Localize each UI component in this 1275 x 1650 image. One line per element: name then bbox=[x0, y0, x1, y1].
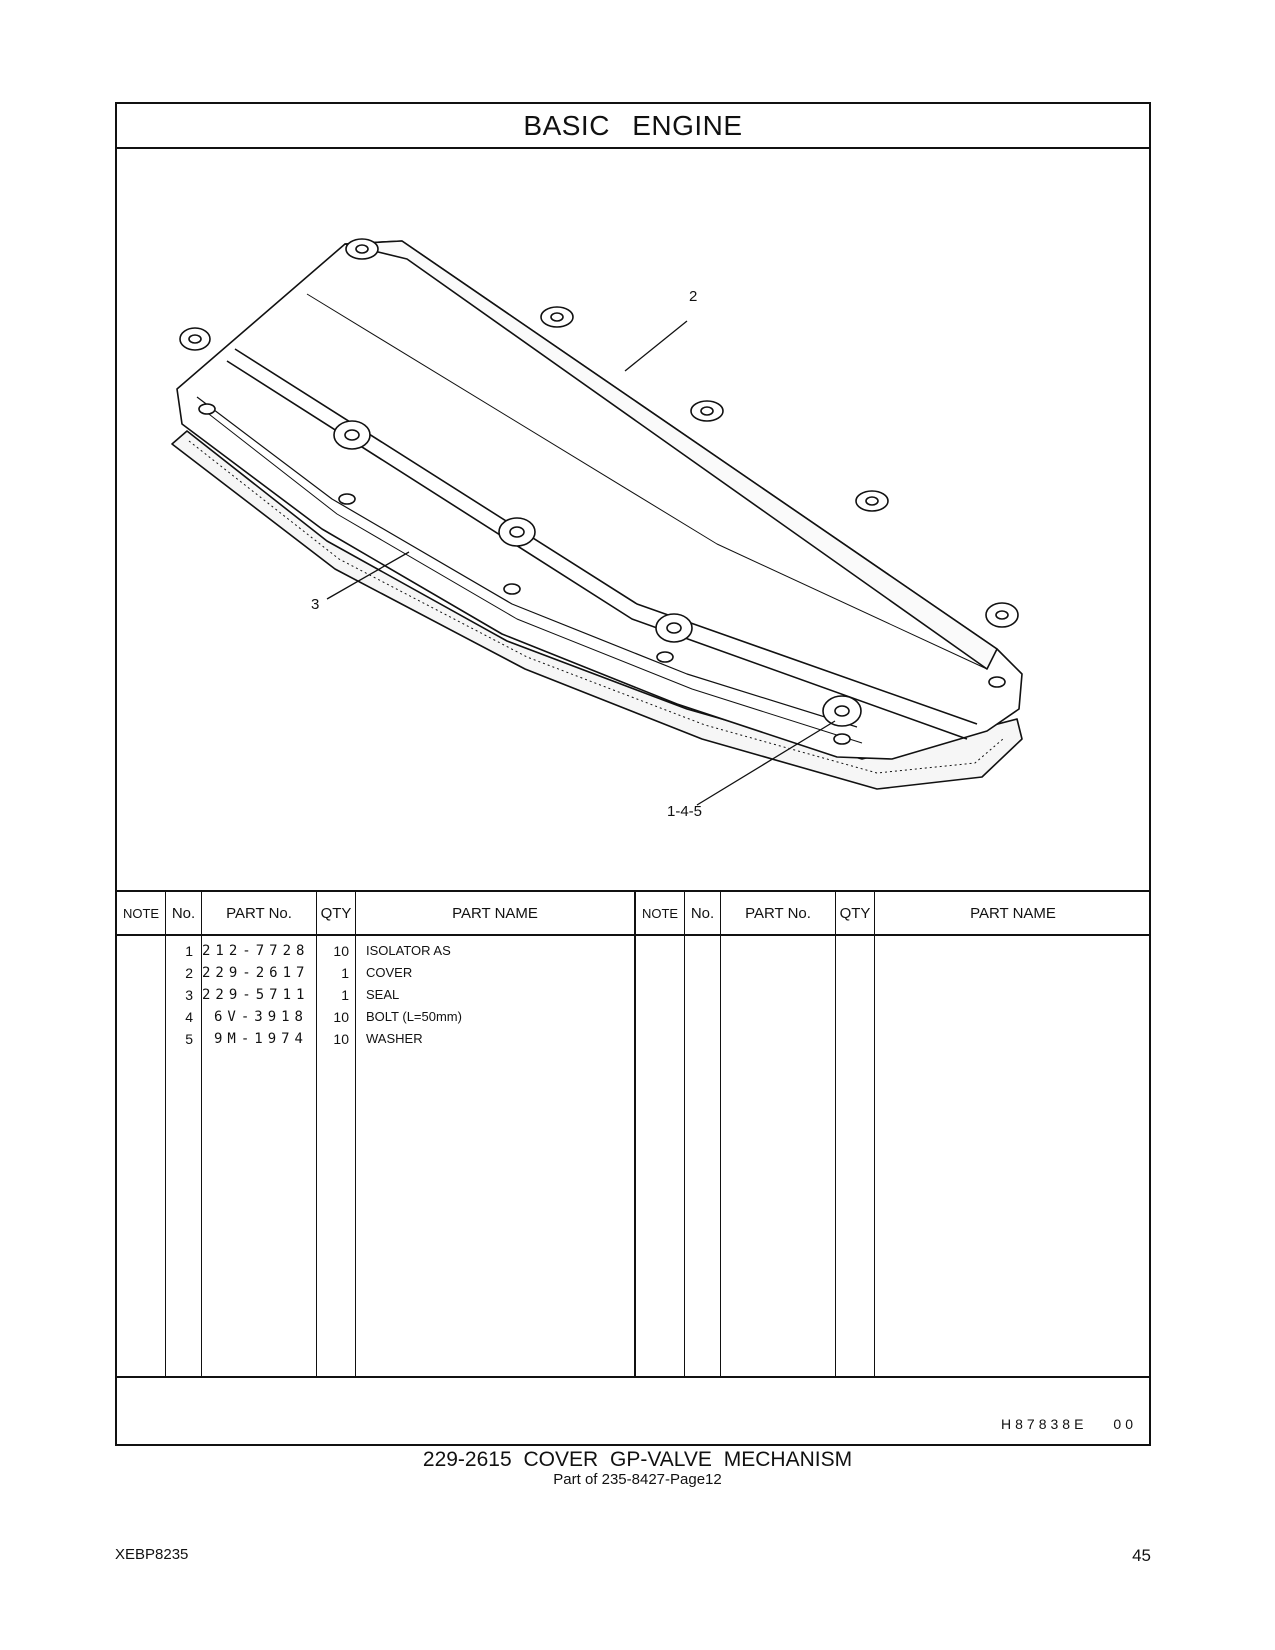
part-name: ISOLATOR AS bbox=[366, 943, 451, 958]
item-number: 4 bbox=[185, 1009, 193, 1025]
header-qty: QTY bbox=[317, 892, 355, 936]
note-cell bbox=[117, 1006, 165, 1028]
quantity: 10 bbox=[333, 943, 349, 959]
part-name-column bbox=[356, 892, 634, 1376]
note-cell bbox=[117, 962, 165, 984]
header-no-right: No. bbox=[685, 892, 720, 936]
part-number: 9M-1974 bbox=[213, 1031, 308, 1047]
header-part-no-right: PART No. bbox=[721, 892, 835, 936]
no-column bbox=[166, 892, 202, 1376]
no-column-right bbox=[685, 892, 721, 1376]
exploded-view-illustration bbox=[117, 149, 1149, 892]
part-number: 229-2617 bbox=[202, 965, 310, 981]
callout-1-4-5: 1-4-5 bbox=[667, 803, 703, 820]
callout-3: 3 bbox=[311, 596, 320, 613]
part-number: 229-5711 bbox=[202, 987, 310, 1003]
header-note: NOTE bbox=[117, 892, 165, 936]
qty-column bbox=[317, 892, 356, 1376]
drawing-revision: 00 bbox=[1113, 1416, 1137, 1432]
parts-table bbox=[117, 892, 1149, 1378]
part-name-column-right bbox=[875, 892, 1151, 1376]
callout-2: 2 bbox=[689, 288, 698, 305]
valve-cover-drawing bbox=[117, 149, 1149, 890]
header-no: No. bbox=[166, 892, 201, 936]
note-cell bbox=[117, 940, 165, 962]
header-part-name: PART NAME bbox=[356, 892, 634, 936]
parts-sheet-frame bbox=[115, 102, 1151, 1446]
parts-table-right bbox=[636, 892, 1151, 1376]
quantity: 1 bbox=[341, 965, 349, 981]
parts-table-left bbox=[117, 892, 636, 1376]
drawing-code bbox=[1001, 1416, 1137, 1432]
part-name: SEAL bbox=[366, 987, 400, 1002]
part-no-column-right bbox=[721, 892, 836, 1376]
quantity: 1 bbox=[341, 987, 349, 1003]
group-caption: 229-2615 COVER GP-VALVE MECHANISM bbox=[422, 1448, 853, 1471]
note-column bbox=[117, 892, 166, 1376]
qty-column-right bbox=[836, 892, 875, 1376]
document-id: XEBP8235 bbox=[115, 1546, 189, 1563]
leader-2 bbox=[625, 321, 687, 371]
part-name: COVER bbox=[366, 965, 413, 980]
part-name: WASHER bbox=[366, 1031, 423, 1046]
note-cell bbox=[117, 1028, 165, 1050]
part-number: 6V-3918 bbox=[213, 1009, 308, 1025]
note-cell bbox=[117, 984, 165, 1006]
item-number: 5 bbox=[185, 1031, 193, 1047]
part-number: 212-7728 bbox=[202, 943, 310, 959]
header-note-right: NOTE bbox=[636, 892, 684, 936]
part-name: BOLT (L=50mm) bbox=[366, 1009, 462, 1024]
group-subcaption: Part of 235-8427-Page12 bbox=[553, 1471, 722, 1488]
item-number: 3 bbox=[185, 987, 193, 1003]
page-number: 45 bbox=[1132, 1546, 1151, 1565]
section-title: BASIC ENGINE bbox=[117, 104, 1149, 149]
header-part-no: PART No. bbox=[202, 892, 316, 936]
item-number: 2 bbox=[185, 965, 193, 981]
drawing-number: H87838E bbox=[1001, 1416, 1088, 1432]
header-part-name-right: PART NAME bbox=[875, 892, 1151, 936]
header-qty-right: QTY bbox=[836, 892, 874, 936]
quantity: 10 bbox=[333, 1009, 349, 1025]
part-no-column bbox=[202, 892, 317, 1376]
quantity: 10 bbox=[333, 1031, 349, 1047]
item-number: 1 bbox=[185, 943, 193, 959]
note-column-right bbox=[636, 892, 685, 1376]
